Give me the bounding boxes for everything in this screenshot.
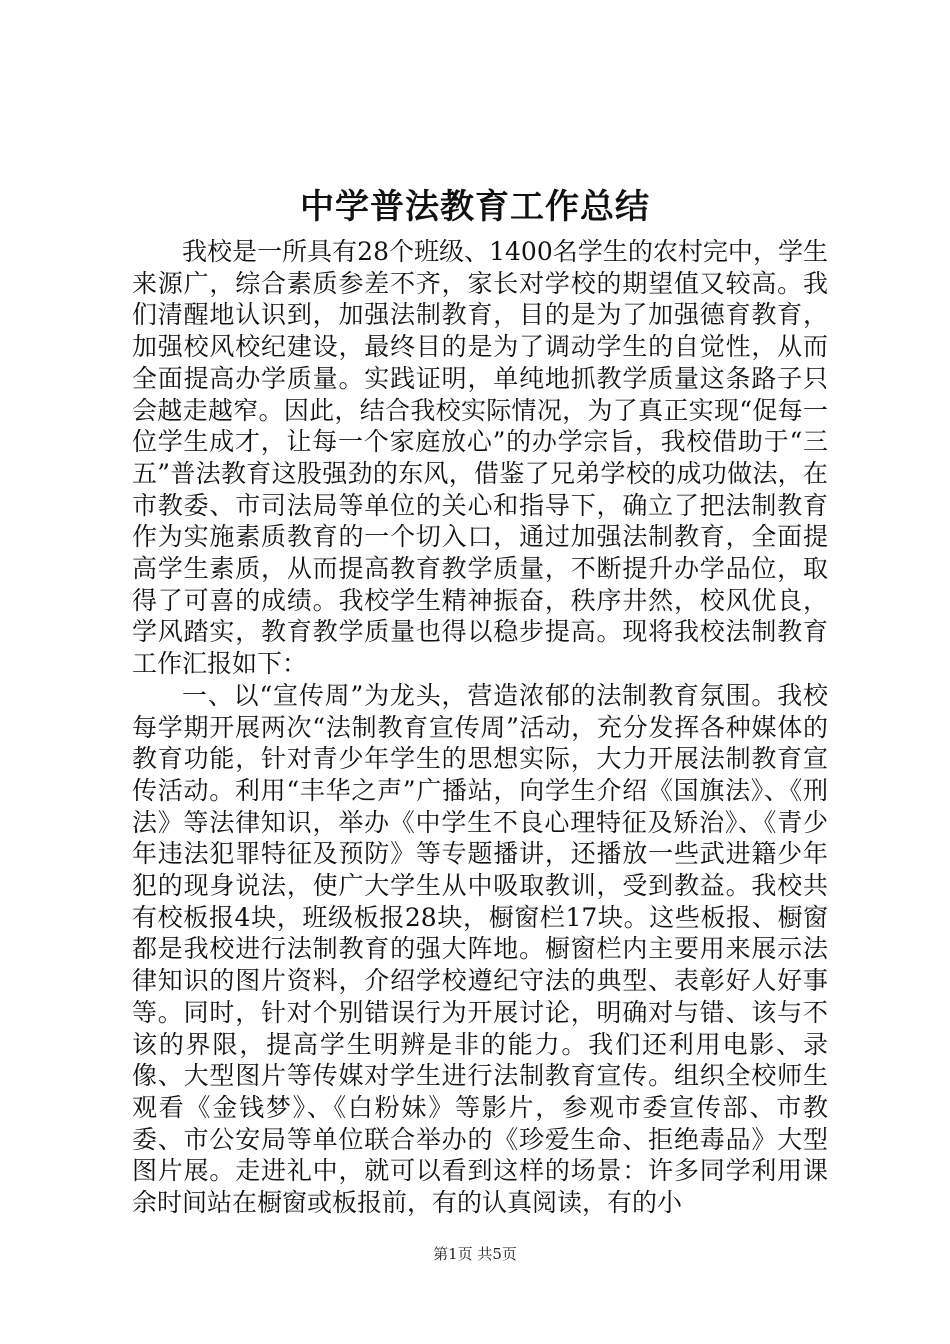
page-number-footer: 第1页 共5页 (433, 1245, 517, 1263)
paragraph-section-one: 一、以“宣传周”为龙头，营造浓郁的法制教育氛围。我校每学期开展两次“法制教育宣传周”活动，充分发挥各种媒体的教育功能，针对青少年学生的思想实际，大力开展法制教育宣传活动。利用“丰华之声”广播站，向学生介绍《国旗法》、《刑法》等法律知识，举办《中学生不良心理特征及矫治》、《青少年违法犯罪特征及预防》等专题播讲，还播放一些武进籍少年犯的现身说法，使广大学生从中吸取教训，受到教益。我校共有校板报4块，班级板报28块，橱窗栏17块。这些板报、橱窗都是我校进行法制教育的强大阵地。橱窗栏内主要用来展示法律知识的图片资料，介绍学校遵纪守法的典型、表彰好人好事等。同时，针对个别错误行为开展讨论，明确对与错、该与不该的界限，提高学生明辨是非的能力。我们还利用电影、录像、大型图片等传媒对学生进行法制教育宣传。组织全校师生观看《金钱梦》、《白粉妹》等影片，参观市委宣传部、市教委、市公安局等单位联合举办的《珍爱生命、拒绝毒品》大型图片展。走进礼中，就可以看到这样的场景：许多同学利用课余时间站在橱窗或板报前，有的认真阅读，有的小 (132, 680, 828, 1218)
document-title: 中学普法教育工作总结 (300, 187, 650, 227)
paragraph-intro: 我校是一所具有28个班级、1400名学生的农村完中，学生来源广，综合素质参差不齐，家长对学校的期望值又较高。我们清醒地认识到，加强法制教育，目的是为了加强德育教育，加强校风校纪建设，最终目的是为了调动学生的自觉性，从而全面提高办学质量。实践证明，单纯地抓教学质量这条路子只会越走越窄。因此，结合我校实际情况，为了真正实现“促每一位学生成才，让每一个家庭放心”的办学宗旨，我校借助于“三五”普法教育这股强劲的东风，借鉴了兄弟学校的成功做法，在市教委、市司法局等单位的关心和指导下，确立了把法制教育作为实施素质教育的一个切入口，通过加强法制教育，全面提高学生素质，从而提高教育教学质量，不断提升办学品位，取得了可喜的成绩。我校学生精神振奋，秩序井然，校风优良，学风踏实，教育教学质量也得以稳步提高。现将我校法制教育工作汇报如下： (132, 237, 828, 679)
document-body (132, 236, 828, 1219)
